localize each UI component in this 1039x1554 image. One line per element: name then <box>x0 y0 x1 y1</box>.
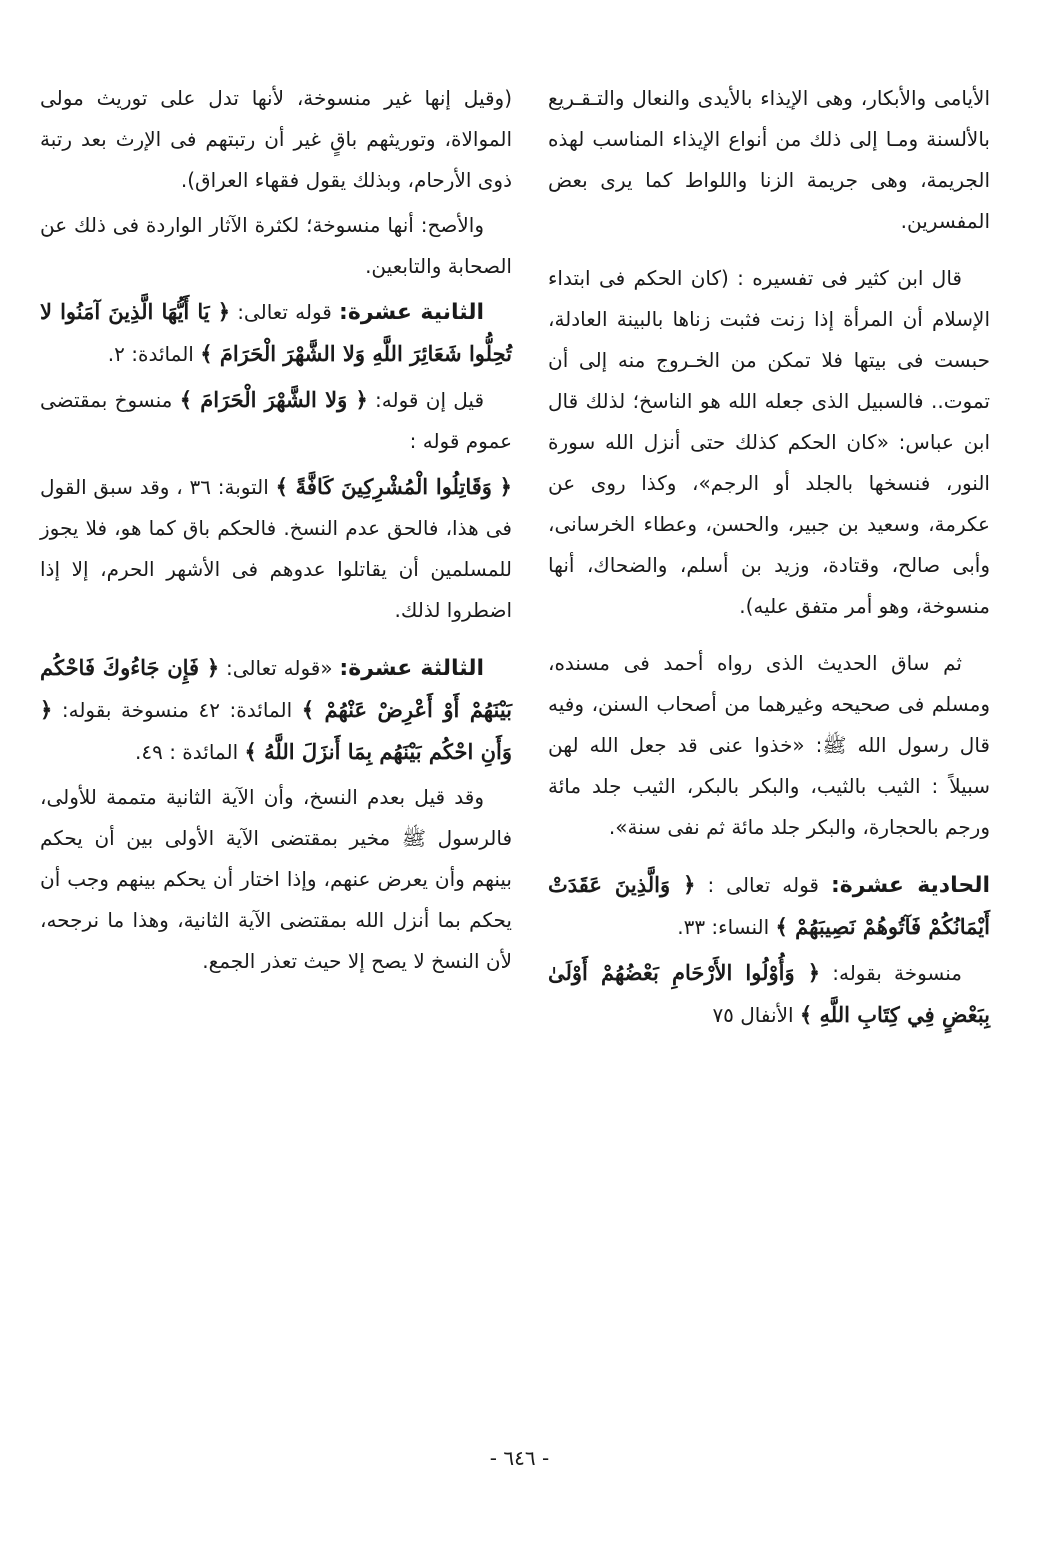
section-heading: الحادية عشرة: <box>831 873 991 898</box>
paragraph <box>40 379 512 462</box>
left-column <box>40 78 512 998</box>
quran-verse: ﴿ وَأَنِ احْكُم بَيْنَهُم بِمَا أَنزَلَ اللَّهُ ﴾ <box>40 697 512 764</box>
paragraph <box>548 952 990 1036</box>
paragraph-intro: قيل إن قوله: <box>375 388 485 412</box>
section-eleven <box>548 864 990 948</box>
paragraph-text: منسوخ بمقتضى عموم قوله : <box>40 388 512 453</box>
quran-verse: ﴿ وَأُوْلُوا الأَرْحَامِ بَعْضُهُمْ أَوْلَىٰ بِبَعْضٍ فِي كِتَابِ اللَّهِ ﴾ <box>548 960 990 1027</box>
section-intro: قوله تعالى : <box>707 873 819 897</box>
right-column <box>548 78 990 1052</box>
paragraph-text: التوبة: ٣٦ ، وقد سبق القول فى هذا، فالحق عدم النسخ. فالحكم باق كما هو، فلا يجوز للمسلمين أن يقاتلوا عدوهم فى الأشهر الحرم، إلا إذا اضطروا لذلك. <box>40 475 512 622</box>
quran-verse: ﴿ فَإِن جَاءُوكَ فَاحْكُم بَيْنَهُمْ أَوْ أَعْرِضْ عَنْهُمْ ﴾ <box>40 655 513 722</box>
verse-reference: النساء: ٣٣. <box>677 915 770 939</box>
paragraph: قال ابن كثير فى تفسيره : (كان الحكم فى ابتداء الإسلام أن المرأة إذا زنت فثبت زناها بالبينة العادلة، حبست فى بيتها فلا تمكن من الخـروج منه إلى أن تموت.. فالسبيل الذى جعله الله هو الناسخ؛ لذلك قال ابن عباس: «كان الحكم كذلك حتى أنزل الله سورة النور، فنسخها بالجلد أو الرجم»، وكذا روى عن عكرمة، وسعيد بن جبير، والحسن، وعطاء الخرسانى، وأبى صالح، وقتادة، وزيد بن أسلم، والضحاك، أنها منسوخة، وهو أمر متفق عليه). <box>548 266 990 618</box>
paragraph: (وقيل إنها غير منسوخة، لأنها تدل على توريث مولى الموالاة، وتوريثهم باقٍ غير أن رتبتهم فى الإرث بعد رتبة ذوى الأرحام، وبذلك يقول فقهاء العراق). <box>40 86 512 192</box>
paragraph: الأيامى والأبكار، وهى الإيذاء بالأيدى والنعال والتـقـريع بالألسنة ومـا إلى ذلك من أنواع الإيذاء المناسب لهذه الجريمة، وهى جريمة الزنا واللواط كما يرى بعض المفسرين. <box>548 86 990 233</box>
section-heading: الثالثة عشرة: <box>339 656 485 681</box>
verse-reference: الأنفال ٧٥ <box>712 1003 794 1027</box>
paragraph: ثم ساق الحديث الذى رواه أحمد فى مسنده، ومسلم فى صحيحه وغيرهما من أصحاب السنن، وفيه قال رسول الله ﷺ: «خذوا عنى قد جعل الله لهن سبيلاً : الثيب بالثيب، والبكر بالبكر، الثيب جلد مائة ورجم بالحجارة، والبكر جلد مائة ثم نفى سنة». <box>548 651 990 839</box>
verse-reference: المائدة: ٤٢ منسوخة بقوله: <box>61 698 293 722</box>
quran-verse: ﴿ يَا أَيُّهَا الَّذِينَ آمَنُوا لا تُحِلُّوا شَعَائِرَ اللَّهِ وَلا الشَّهْرَ الْحَرَامَ ﴾ <box>40 299 512 366</box>
section-thirteen <box>40 647 512 773</box>
quran-verse: ﴿ وَالَّذِينَ عَقَدَتْ أَيْمَانُكُمْ فَآتُوهُمْ نَصِيبَهُمْ ﴾ <box>548 872 990 939</box>
quran-verse: ﴿ وَلا الشَّهْرَ الْحَرَامَ ﴾ <box>179 387 368 412</box>
paragraph-intro: منسوخة بقوله: <box>832 961 963 985</box>
section-intro: قوله تعالى: <box>237 300 332 324</box>
verse-reference: المائدة : ٤٩. <box>135 740 239 764</box>
paragraph <box>40 466 512 631</box>
paragraph: والأصح: أنها منسوخة؛ لكثرة الآثار الواردة فى ذلك عن الصحابة والتابعين. <box>40 213 512 278</box>
page-number: - ٦٤٦ - <box>489 1446 550 1470</box>
quran-verse: ﴿ وَقَاتِلُوا الْمُشْرِكِينَ كَافَّةً ﴾ <box>275 474 512 499</box>
verse-reference: المائدة: ٢. <box>107 342 194 366</box>
paragraph: وقد قيل بعدم النسخ، وأن الآية الثانية متممة للأولى، فالرسول ﷺ مخير بمقتضى الآية الأولى بين أن يحكم بينهم وأن يعرض عنهم، وإذا اختار أن يحكم بينهم وجب أن يحكم بما أنزل الله بمقتضى الآية الثانية، وهذا ما نرجحه، لأن النسخ لا يصح إلا حيث تعذر الجمع. <box>40 785 512 973</box>
section-twelve <box>40 291 512 375</box>
section-heading: الثانية عشرة: <box>339 300 485 325</box>
section-intro: «قوله تعالى: <box>226 656 333 680</box>
